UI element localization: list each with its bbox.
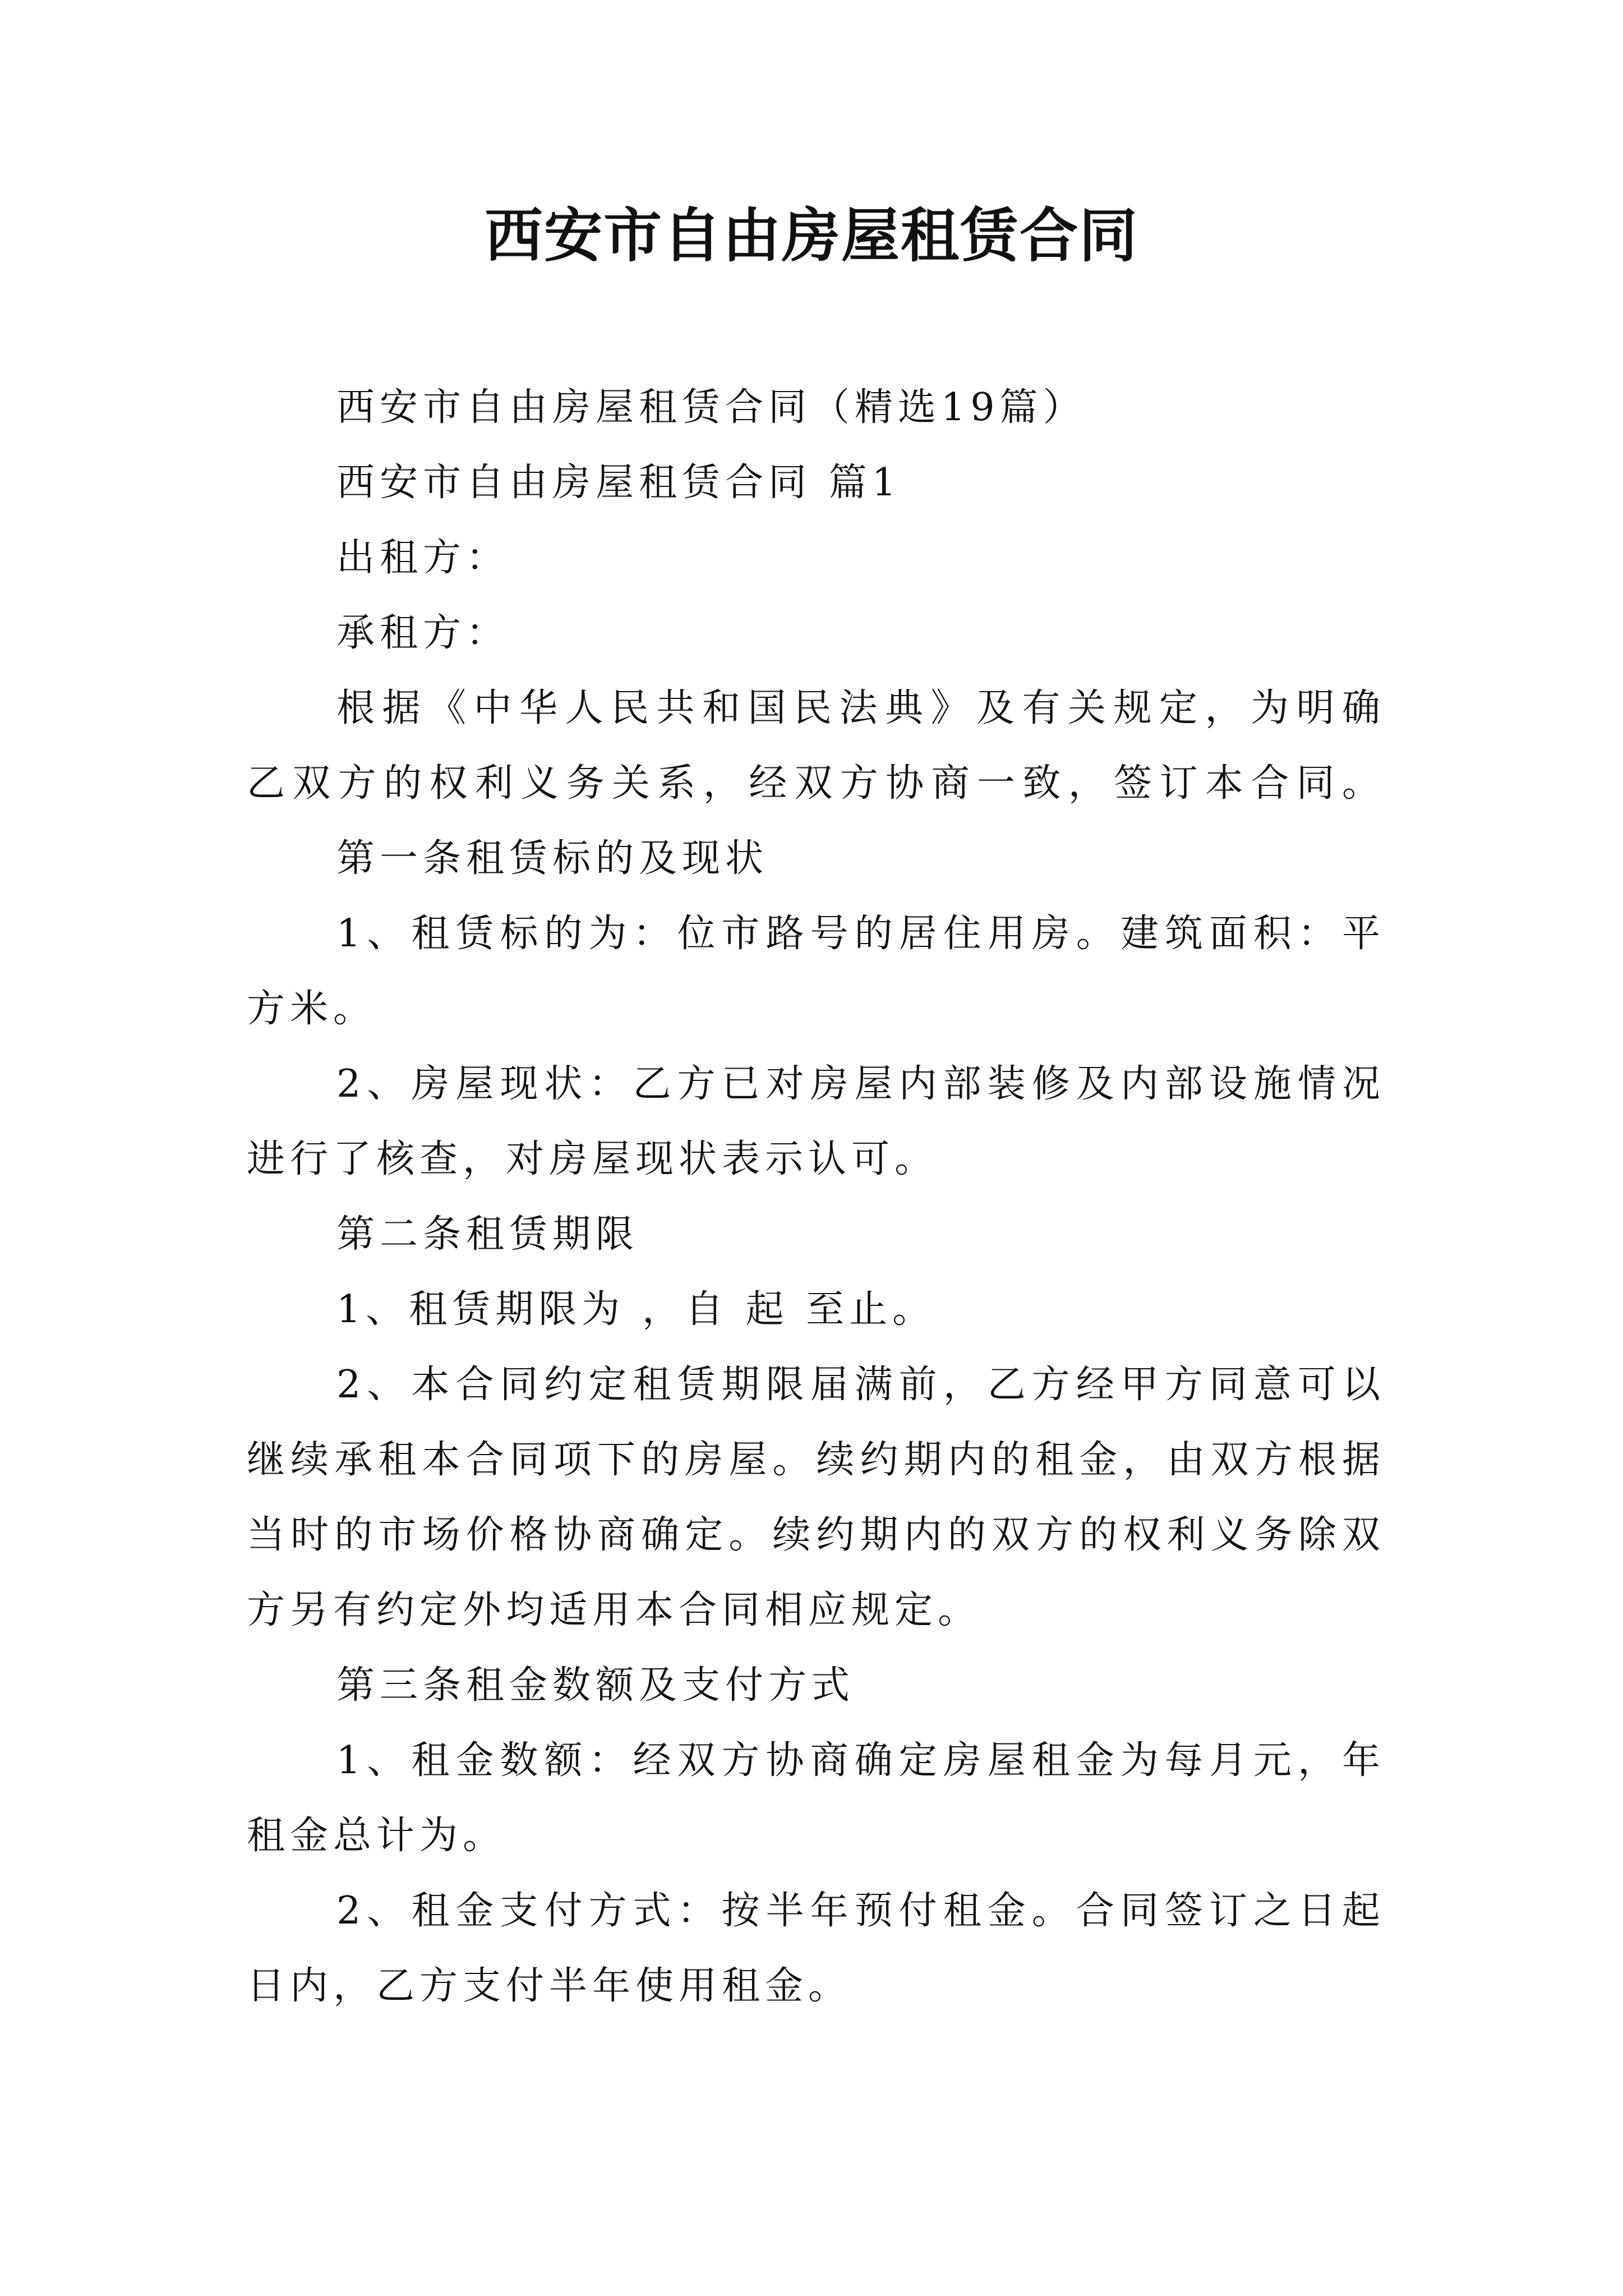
paragraph-line: 进行了核查，对房屋现状表示认可。 (247, 1137, 938, 1181)
paragraph-line: 当时的市场价格协商确定。续约期内的双方的权利义务除双 (247, 1513, 1385, 1557)
paragraph-line: 出租方： (336, 536, 510, 580)
paragraph-line: 租金总计为。 (247, 1814, 506, 1858)
paragraph-line: 承租方： (336, 611, 510, 655)
document-body (247, 370, 1385, 2024)
paragraph-line: 方另有约定外均适用本合同相应规定。 (247, 1588, 981, 1632)
paragraph-line: 方米。 (247, 987, 377, 1031)
paragraph-line: 2、本合同约定租赁期限届满前，乙方经甲方同意可以 (336, 1363, 1385, 1407)
paragraph-line: 根据《中华人民共和国民法典》及有关规定，为明确 (336, 686, 1385, 730)
paragraph-line: 日内，乙方支付半年使用租金。 (247, 1964, 852, 2008)
paragraph-line: 西安市自由房屋租赁合同（精选19篇） (336, 385, 1086, 430)
paragraph-line: 第三条租金数额及支付方式 (336, 1663, 855, 1708)
page-title: 西安市自由房屋租赁合同 (484, 201, 1138, 270)
paragraph-line: 继续承租本合同项下的房屋。续约期内的租金，由双方根据 (247, 1438, 1385, 1482)
paragraph-line: 第一条租赁标的及现状 (336, 836, 769, 881)
paragraph-line: 1、租赁标的为：位市路号的居住用房。建筑面积：平 (336, 912, 1385, 956)
paragraph-line: 1、租赁期限为 ，自 起 至止。 (336, 1287, 936, 1332)
paragraph-line: 1、租金数额：经双方协商确定房屋租金为每月元，年 (336, 1738, 1385, 1783)
paragraph-line: 乙双方的权利义务关系，经双方协商一致，签订本合同。 (247, 761, 1385, 806)
paragraph-line: 2、房屋现状：乙方已对房屋内部装修及内部设施情况 (336, 1062, 1385, 1106)
paragraph-line: 西安市自由房屋租赁合同 篇1 (336, 461, 901, 505)
paragraph-line: 第二条租赁期限 (336, 1212, 639, 1257)
paragraph-line: 2、租金支付方式：按半年预付租金。合同签订之日起 (336, 1889, 1385, 1933)
